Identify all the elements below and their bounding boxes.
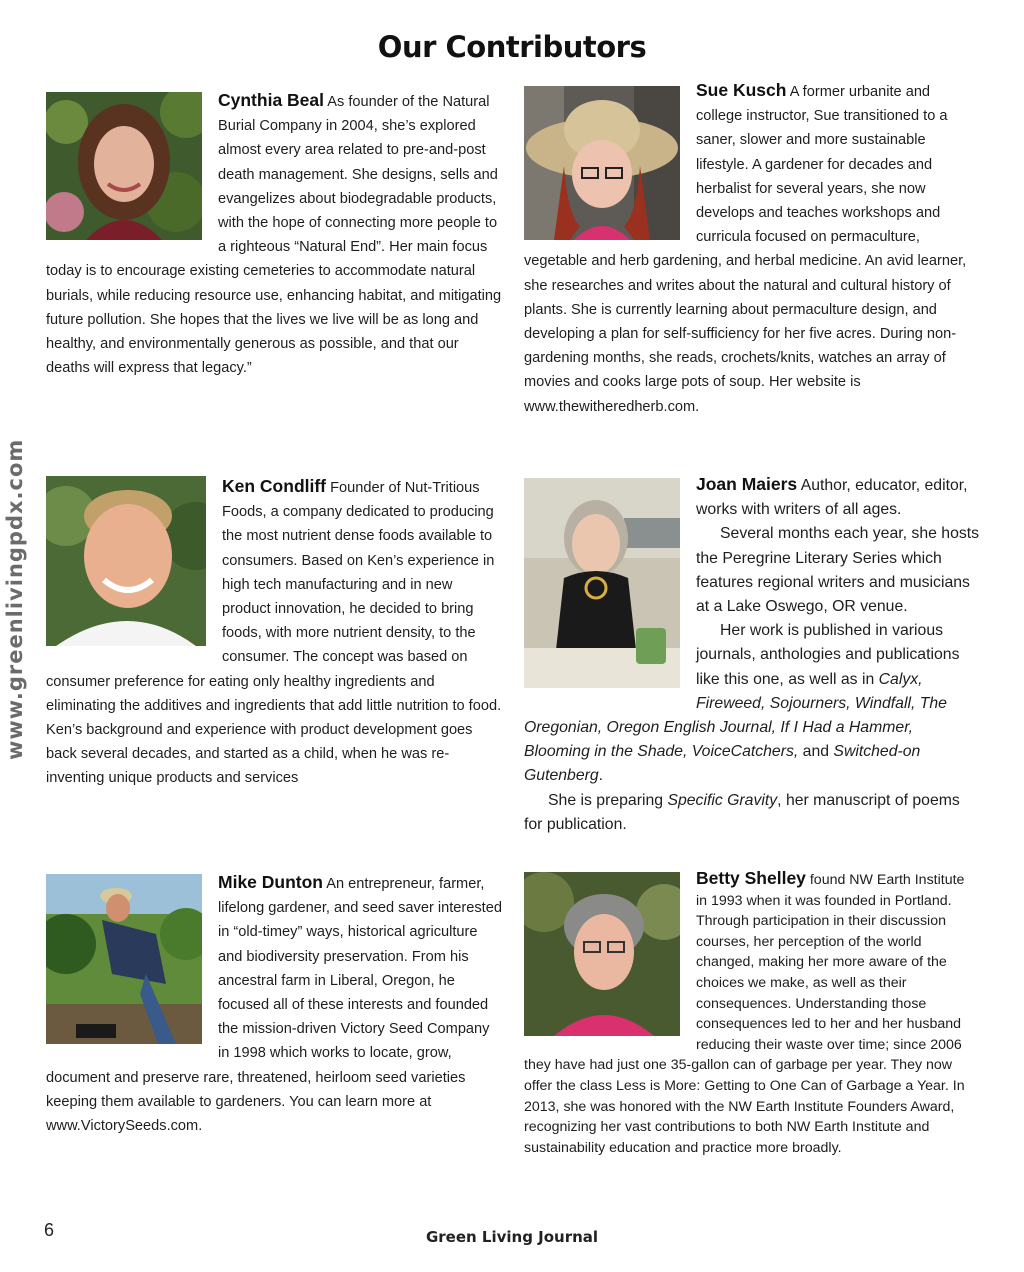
contributor-name: Cynthia Beal [218, 90, 324, 110]
bio-italic-title: Specific Gravity [667, 791, 778, 809]
bio-italic-title: Switched-on Gutenberg [524, 743, 921, 785]
contributor-photo [524, 86, 680, 240]
contributor-bio: An entrepreneur, farmer, lifelong gardener, and seed saver interested in “old-timey” ways, historical agriculture and biodiversity preservation. From his ancestral farm in Liberal, Oregon, he focused all of these interests and founded the mission-driven Victory Seed Company in 1998 which works to locate, grow, document and preserve rare, threatened, heirloom seed varieties keeping them available to gardeners. You can learn more at www.VictorySeeds.com. [46, 876, 502, 1135]
contributor-bio-paragraph: Several months each year, she hosts the Peregrine Literary Series which features regional writers and musicians at a Lake Oswego, OR venue. [696, 525, 980, 616]
page-title: Our Contributors [377, 30, 647, 64]
contributor-photo [46, 476, 206, 646]
contributor-bio: A former urbanite and college instructor, Sue transitioned to a saner, slower and more sustainable lifestyle. A gardener for decades and herbalist for several years, she now develops and teaches workshops and curricula focused on permaculture, vegetable and herb gardening, and herbal medicine. An avid learner, she researches and writes about the natural and cultural history of plants. She is currently learning about permaculture design, and developing a plan for self-sufficiency for her five acres. During non-gardening months, she reads, crochets/knits, watches an array of movies and cooks large pots of soup. Her website is www.thewitheredherb.com. [524, 84, 967, 415]
side-url: www.greenlivingpdx.com [3, 438, 27, 760]
contributor-photo [524, 872, 680, 1036]
contributor-bio: As founder of the Natural Burial Company in 2004, she’s explored almost every area related to pre-and-post death management. She designs, sells and evangelizes about biodegradable products, with the hope of connecting more people to a righteous “Natural End”. Her main focus today is to encourage existing cemeteries to accommodate natural burials, while reducing resource use, enhancing habitat, and mitigating future pollution. She hopes that the lives we live will be as long and healthy, and environmentally generous as possible, and that our deaths will express that legacy.” [46, 94, 502, 377]
contributor-mike-dunton [46, 870, 502, 1138]
bio-italic-titles: Calyx, Fireweed, Sojourners, Windfall, The Oregonian, Oregon English Journal, If I Had a Hammer, Blooming in the Shade, VoiceCatchers, [524, 670, 947, 761]
contributor-cynthia-beal [46, 88, 504, 380]
bio-text: and [798, 743, 834, 761]
contributor-photo [46, 92, 202, 240]
contributor-betty-shelley [524, 868, 974, 1158]
contributor-name: Mike Dunton [218, 872, 323, 892]
page-number: 6 [44, 1220, 55, 1240]
contributor-name: Joan Maiers [696, 474, 798, 494]
contributor-joan-maiers [524, 472, 982, 837]
contributor-bio: Author, educator, editor, works with writers of all ages. [696, 477, 968, 519]
contributor-bio: found NW Earth Institute in 1993 when it was founded in Portland. Through participation in their discussion courses, her perception of the world changed, making her more aware of the choices we make, as well as their consequences. Understanding those consequences led to her and her husband reducing their waste over time; since 2006 they have had just one 35-gallon can of garbage per year. They now offer the class Less is More: Getting to One Can of Garbage a Year. In 2013, she was honored with the NW Earth Institute Founders Award, recognizing her vast contributions to both NW Earth Institute and sustainability education and practice more broadly. [524, 872, 965, 1156]
bio-text: She is preparing [548, 791, 668, 809]
contributor-bio: Founder of Nut-Tritious Foods, a company dedicated to producing the most nutrient dense foods available to consumers. Based on Ken’s experience in high tech manufacturing and in new product innovation, he decided to bring foods, with more nutrient density, to the consumer. The concept was based on consumer preference for eating only healthy ingredients and eliminating the additives and ingredients that add little nutrition to food. Ken’s background and experience with product development goes back several decades, and started as a child, when he was re-inventing unique products and services [46, 480, 502, 787]
footer-title: Green Living Journal [425, 1228, 599, 1246]
contributor-name: Betty Shelley [696, 868, 806, 888]
contributor-photo [46, 874, 202, 1044]
contributor-ken-condliff [46, 474, 502, 791]
contributor-bio-paragraph [524, 789, 982, 837]
contributor-sue-kusch [524, 78, 980, 419]
contributor-name: Ken Condliff [222, 476, 327, 496]
bio-text: Her work is published in various journals, anthologies and publications like this one, as well as in [696, 622, 960, 688]
contributor-photo [524, 478, 680, 688]
bio-text: , her manuscript of poems for publication. [524, 791, 960, 833]
contributor-name: Sue Kusch [696, 80, 787, 100]
bio-text: . [598, 767, 604, 785]
